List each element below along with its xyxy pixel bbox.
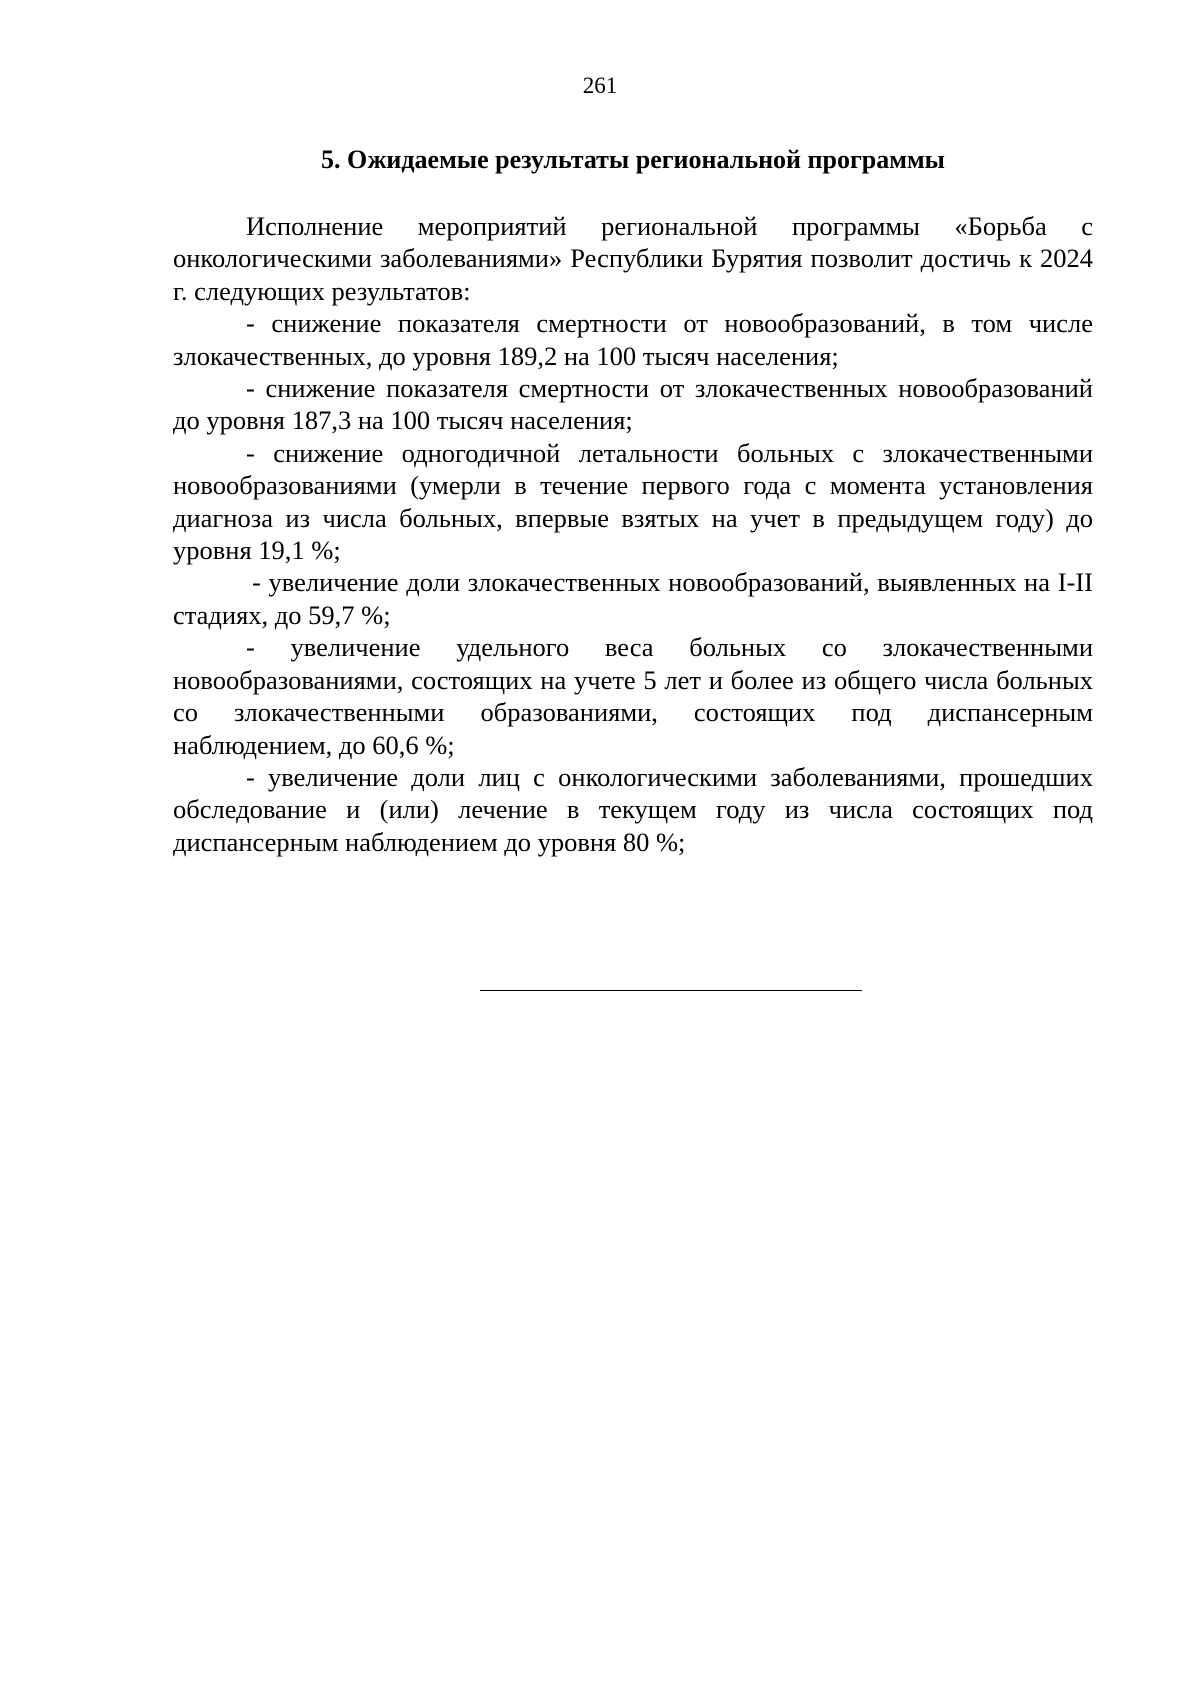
result-item: - увеличение доли злокачественных новообразований, выявленных на I-II стадиях, до 59,7 %; [173, 567, 1093, 630]
section-body [173, 210, 1093, 858]
page-number: 261 [582, 73, 618, 98]
result-item: - снижение одногодичной летальности больных с злокачественными новообразованиями (умерли в течение первого года с момента установления диагноза из числа больных, впервые взятых на учет в предыдущем году) до уровня 19,1 %; [173, 437, 1093, 566]
result-item: - снижение показателя смертности от новообразований, в том числе злокачественных, до уровня 189,2 на 100 тысяч населения; [173, 308, 1093, 371]
result-item: - снижение показателя смертности от злокачественных новообразований до уровня 187,3 на 100 тысяч населения; [173, 373, 1093, 436]
result-item: - увеличение доли лиц с онкологическими заболеваниями, прошедших обследование и (или) лечение в текущем году из числа состоящих под диспансерным наблюдением до уровня 80 %; [173, 761, 1093, 857]
section-title: 5. Ожидаемые результаты региональной программы [321, 145, 945, 174]
end-separator-line [480, 990, 862, 991]
result-item: - увеличение удельного веса больных со злокачественными новообразованиями, состоящих на учете 5 лет и более из общего числа больных со злокачественными образованиями, состоящих под диспансерным наблюдением, до 60,6 %; [173, 632, 1093, 760]
intro-paragraph: Исполнение мероприятий региональной программы «Борьба с онкологическими заболеваниями» Республики Бурятия позволит достичь к 2024 г. следующих результатов: [173, 211, 1093, 306]
